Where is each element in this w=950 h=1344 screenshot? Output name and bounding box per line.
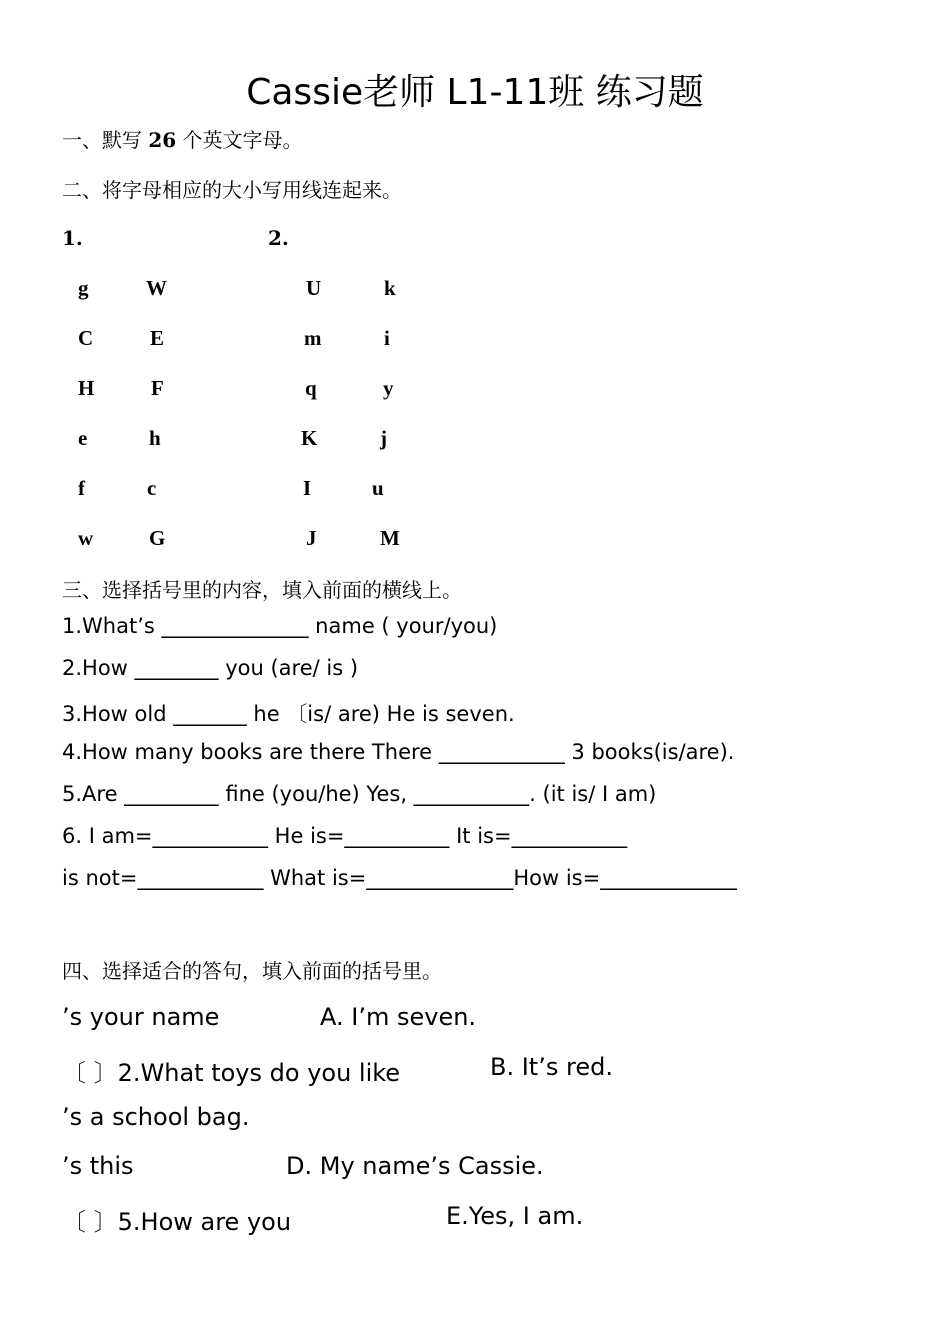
letter-item: f — [78, 476, 85, 500]
letter-item: k — [384, 276, 396, 300]
section-4-heading: 四、选择适合的答句，填入前面的括号里。 — [62, 959, 442, 983]
section-1-heading — [62, 124, 303, 153]
letter-item: m — [304, 326, 322, 350]
section-3-heading: 三、选择括号里的内容，填入前面的横线上。 — [62, 578, 462, 602]
letter-item: E — [150, 326, 165, 350]
match-answer: B. It’s red. — [490, 1053, 613, 1081]
fill-line: 4.How many books are there There ____________ 3 books(is/are). — [62, 740, 735, 764]
group-1-label: 1. — [62, 226, 83, 250]
letter-item: i — [384, 326, 390, 350]
fill-line: 3.How old _______ he 〔is/ are) He is seven. — [62, 702, 515, 726]
letter-item: H — [78, 376, 95, 400]
letter-item: U — [306, 276, 322, 300]
match-question: ’s your name — [62, 1003, 220, 1031]
match-question: 〔 〕5.How are you — [62, 1208, 292, 1236]
match-answer: D. My name’s Cassie. — [286, 1152, 544, 1180]
section-1-number: 26 — [148, 128, 177, 152]
letter-item: F — [151, 376, 164, 400]
letter-item: g — [78, 276, 89, 300]
match-question: ’s this — [62, 1152, 134, 1180]
letter-item: e — [78, 426, 88, 450]
match-question: 〔 〕2.What toys do you like — [62, 1059, 401, 1087]
section-1-suffix: 个英文字母。 — [182, 128, 303, 152]
letter-item: K — [301, 426, 318, 450]
letter-item: w — [78, 526, 94, 550]
match-question: ’s a school bag. — [62, 1103, 250, 1131]
group-2-label: 2. — [268, 226, 289, 250]
letter-item: C — [78, 326, 94, 350]
fill-line: 2.How ________ you (are/ is ) — [62, 656, 359, 680]
letter-item: G — [149, 526, 166, 550]
section-1-prefix: 一、默写 — [62, 128, 142, 152]
match-answer: E.Yes, I am. — [446, 1202, 584, 1230]
fill-line: is not=____________ What is=______________How is=_____________ — [62, 866, 737, 890]
letter-item: j — [380, 426, 387, 450]
fill-line: 6. I am=___________ He is=__________ It is=___________ — [62, 824, 628, 848]
page-title: Cassie老师 L1-11班 练习题 — [246, 72, 704, 113]
letter-item: u — [372, 476, 384, 500]
fill-line: 5.Are _________ fine (you/he) Yes, ___________. (it is/ I am) — [62, 782, 657, 806]
section-2-heading: 二、将字母相应的大小写用线连起来。 — [62, 178, 402, 202]
match-answer: A. I’m seven. — [320, 1003, 477, 1031]
letter-item: M — [380, 526, 400, 550]
letter-item: W — [146, 276, 167, 300]
letter-item: q — [305, 376, 317, 400]
letter-item: h — [149, 426, 161, 450]
letter-item: c — [147, 476, 157, 500]
letter-item: y — [383, 376, 394, 400]
fill-line: 1.What’s ______________ name ( your/you) — [62, 614, 498, 638]
letter-item: J — [306, 526, 317, 550]
letter-item: I — [303, 476, 312, 500]
